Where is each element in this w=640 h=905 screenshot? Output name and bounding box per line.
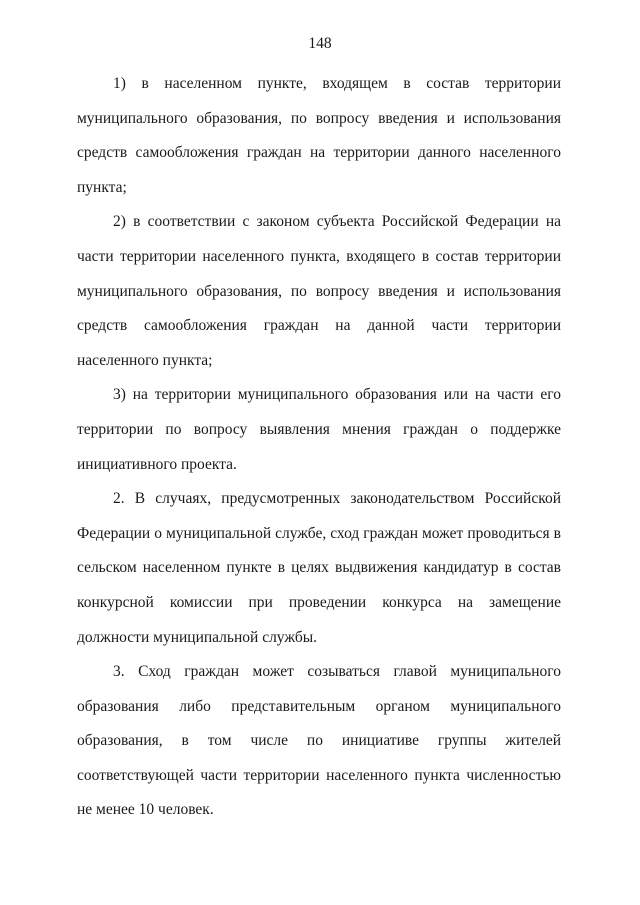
paragraph-section-3: 3. Сход граждан может созываться главой муниципального образования либо представительным органом муниципального образования, в том числе по инициативе группы жителей соответствующей части территории населенного пункта численностью не менее 10 человек. xyxy=(77,663,561,819)
page-number: 148 xyxy=(308,35,332,52)
paragraph-item-2: 2) в соответствии с законом субъекта Российской Федерации на части территории населенного пункта, входящего в состав территории муниципального образования, по вопросу введения и использования средств самообложения граждан на данной части территории населенного пункта; xyxy=(77,213,561,369)
document-body xyxy=(77,67,561,828)
paragraph-section-2: 2. В случаях, предусмотренных законодательством Российской Федерации о муниципальной службе, сход граждан может проводиться в сельском населенном пункте в целях выдвижения кандидатур в состав конкурсной комиссии при проведении конкурса на замещение должности муниципальной службы. xyxy=(77,490,561,646)
paragraph-item-3: 3) на территории муниципального образования или на части его территории по вопросу выявления мнения граждан о поддержке инициативного проекта. xyxy=(77,386,561,473)
paragraph-item-1: 1) в населенном пункте, входящем в состав территории муниципального образования, по вопросу введения и использования средств самообложения граждан на территории данного населенного пункта; xyxy=(77,75,561,196)
